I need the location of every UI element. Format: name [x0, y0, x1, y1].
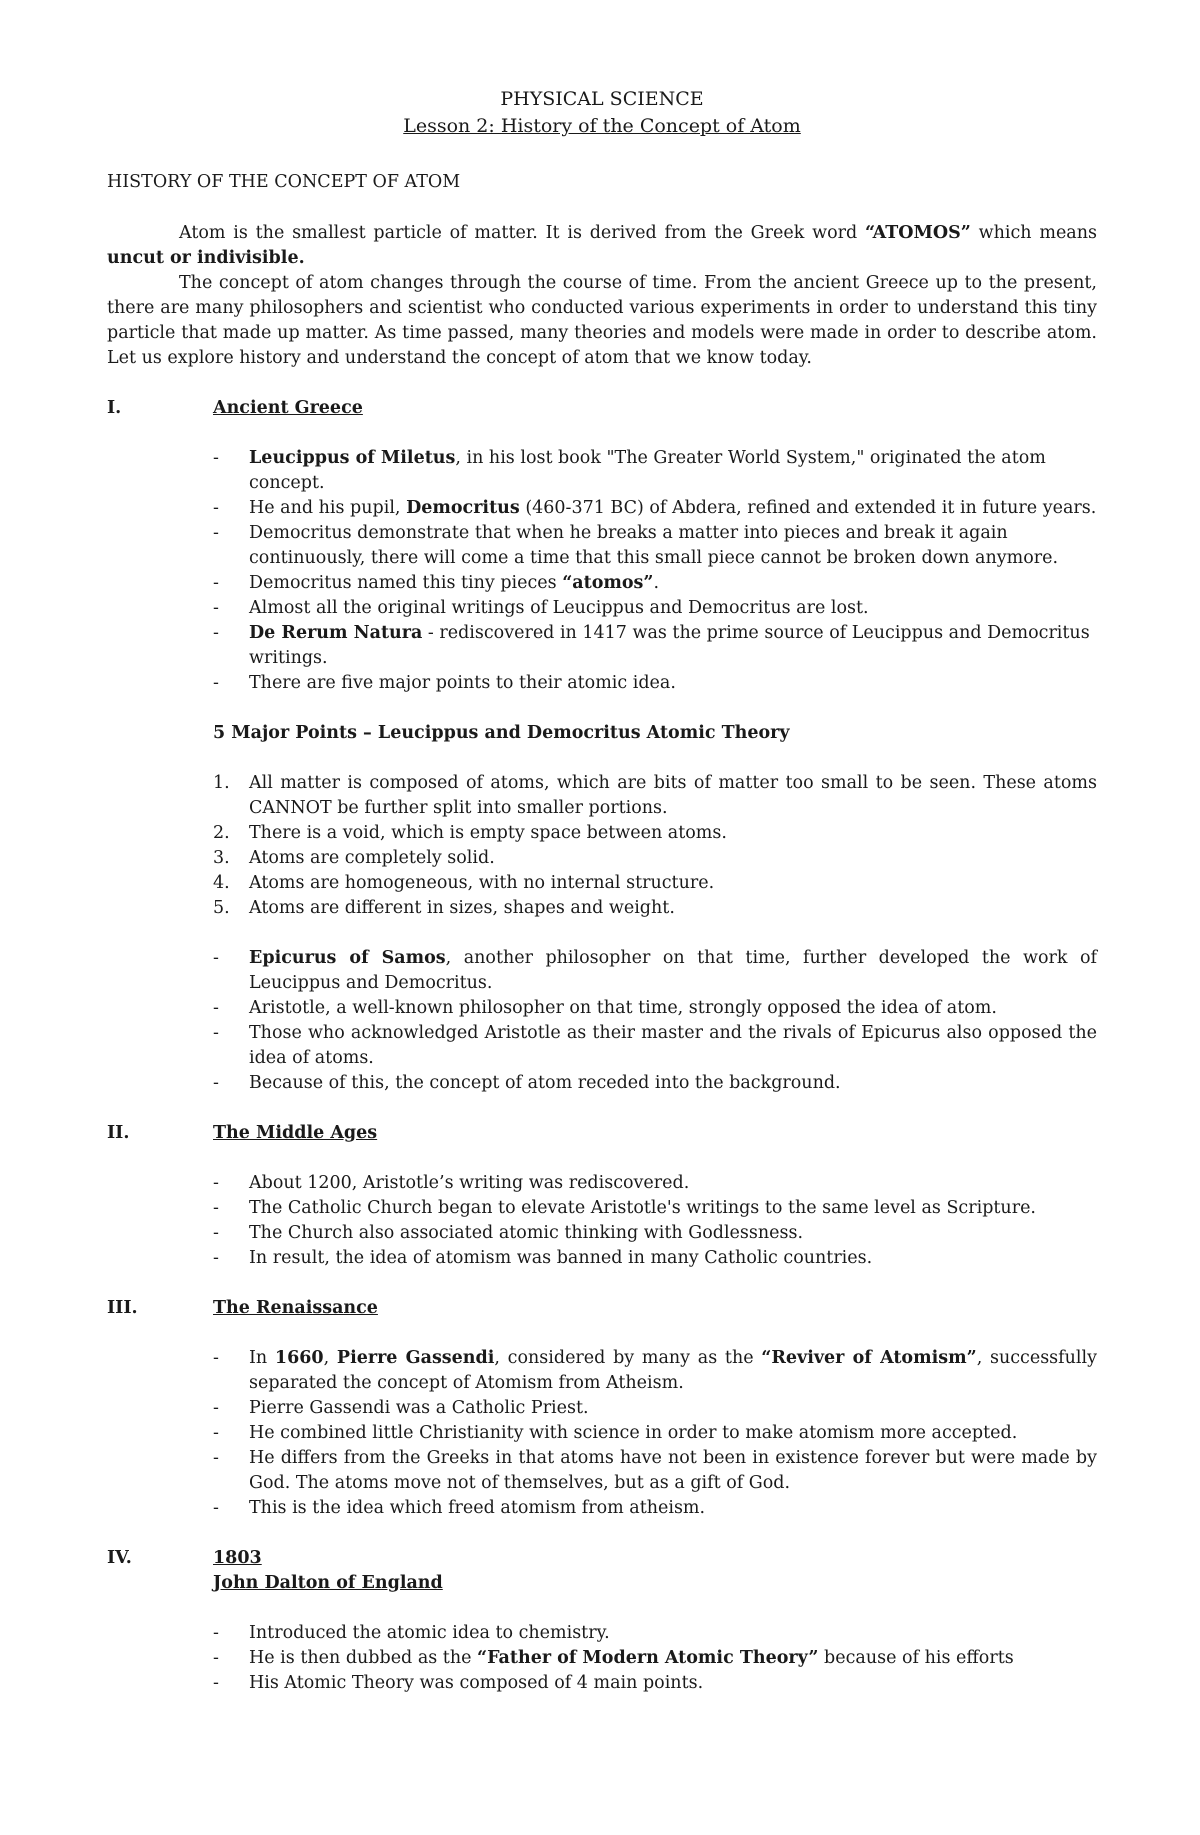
list-item: - Democritus demonstrate that when he breaks a matter into pieces and break it again continuously, there will come a time that this small piece cannot be broken down anymore.	[213, 523, 1059, 568]
list-item: - He combined little Christianity with science in order to make atomism more accepted.	[213, 1423, 1018, 1443]
numbered-item: 4. Atoms are homogeneous, with no internal structure.	[213, 873, 715, 893]
list-item: - In result, the idea of atomism was banned in many Catholic countries.	[213, 1248, 873, 1268]
list-item: - De Rerum Natura - rediscovered in 1417 was the prime source of Leucippus and Democritus writings.	[213, 623, 1090, 668]
course-title: PHYSICAL SCIENCE	[500, 88, 704, 110]
section-title: John Dalton of England	[213, 1573, 443, 1593]
major-points-list	[213, 771, 1097, 921]
renaissance-list	[213, 1346, 1097, 1521]
list-item: - Epicurus of Samos, another philosopher on that time, further developed the work of Leucippus and Democritus.	[213, 948, 1097, 993]
section-heading-ancient-greece	[107, 396, 1097, 421]
list-item: - Leucippus of Miletus, in his lost book "The Greater World System," originated the atom concept.	[213, 448, 1046, 493]
list-item: - In 1660, Pierre Gassendi, considered by many as the “Reviver of Atomism”, successfully separated the concept of Atomism from Atheism.	[213, 1348, 1097, 1393]
document-page	[107, 86, 1097, 1696]
section-title: Ancient Greece	[213, 398, 363, 418]
list-item: - The Catholic Church began to elevate Aristotle's writings to the same level as Scripture.	[213, 1198, 1036, 1218]
list-item: - Introduced the atomic idea to chemistry.	[213, 1623, 610, 1643]
section-title: The Renaissance	[213, 1298, 378, 1318]
list-item: - Aristotle, a well-known philosopher on that time, strongly opposed the idea of atom.	[213, 998, 997, 1018]
section-heading-renaissance	[107, 1296, 1097, 1321]
numbered-item: 3. Atoms are completely solid.	[213, 848, 495, 868]
list-item: - The Church also associated atomic thinking with Godlessness.	[213, 1223, 804, 1243]
section-number: III.	[107, 1298, 138, 1318]
major-points-heading: 5 Major Points – Leucippus and Democritus Atomic Theory	[213, 723, 790, 743]
numbered-item: 2. There is a void, which is empty space between atoms.	[213, 823, 727, 843]
dalton-list	[213, 1621, 1097, 1696]
list-item: - His Atomic Theory was composed of 4 main points.	[213, 1673, 704, 1693]
intro-paragraph-2: The concept of atom changes through the course of time. From the ancient Greece up to the present, there are many philosophers and scientist who conducted various experiments in order to understand this tiny particle that made up matter. As time passed, many theories and models were made in order to describe atom. Let us explore history and understand the concept of atom that we know today.	[107, 273, 1097, 368]
list-item: - About 1200, Aristotle’s writing was rediscovered.	[213, 1173, 690, 1193]
intro-paragraph-1: Atom is the smallest particle of matter. It is derived from the Greek word “ATOMOS” which means uncut or indivisible.	[107, 223, 1097, 268]
list-item: - He and his pupil, Democritus (460-371 BC) of Abdera, refined and extended it in future years.	[213, 498, 1097, 518]
section-number: II.	[107, 1123, 130, 1143]
list-item: - Almost all the original writings of Leucippus and Democritus are lost.	[213, 598, 869, 618]
epicurus-list	[213, 946, 1097, 1096]
middle-ages-list	[213, 1171, 1097, 1271]
numbered-item: 1. All matter is composed of atoms, which are bits of matter too small to be seen. These atoms CANNOT be further split into smaller portions.	[213, 773, 1097, 818]
list-item: - Because of this, the concept of atom receded into the background.	[213, 1073, 841, 1093]
list-item: - There are five major points to their atomic idea.	[213, 673, 676, 693]
list-item: - Democritus named this tiny pieces “atomos”.	[213, 573, 660, 593]
main-heading: HISTORY OF THE CONCEPT OF ATOM	[107, 172, 461, 192]
lesson-title: Lesson 2: History of the Concept of Atom	[403, 115, 801, 137]
list-item: - Pierre Gassendi was a Catholic Priest.	[213, 1398, 589, 1418]
list-item: - This is the idea which freed atomism from atheism.	[213, 1498, 706, 1518]
section-year: 1803	[213, 1548, 262, 1568]
section-title: The Middle Ages	[213, 1123, 378, 1143]
numbered-item: 5. Atoms are different in sizes, shapes and weight.	[213, 898, 675, 918]
list-item: - He is then dubbed as the “Father of Modern Atomic Theory” because of his efforts	[213, 1648, 1014, 1668]
section-heading-middle-ages	[107, 1121, 1097, 1146]
section-number: IV.	[107, 1548, 132, 1568]
list-item: - Those who acknowledged Aristotle as their master and the rivals of Epicurus also opposed the idea of atoms.	[213, 1023, 1097, 1068]
section-heading-dalton	[107, 1546, 1097, 1596]
list-item: - He differs from the Greeks in that atoms have not been in existence forever but were made by God. The atoms move not of themselves, but as a gift of God.	[213, 1448, 1097, 1493]
section-number: I.	[107, 398, 122, 418]
ancient-greece-list	[213, 446, 1097, 696]
